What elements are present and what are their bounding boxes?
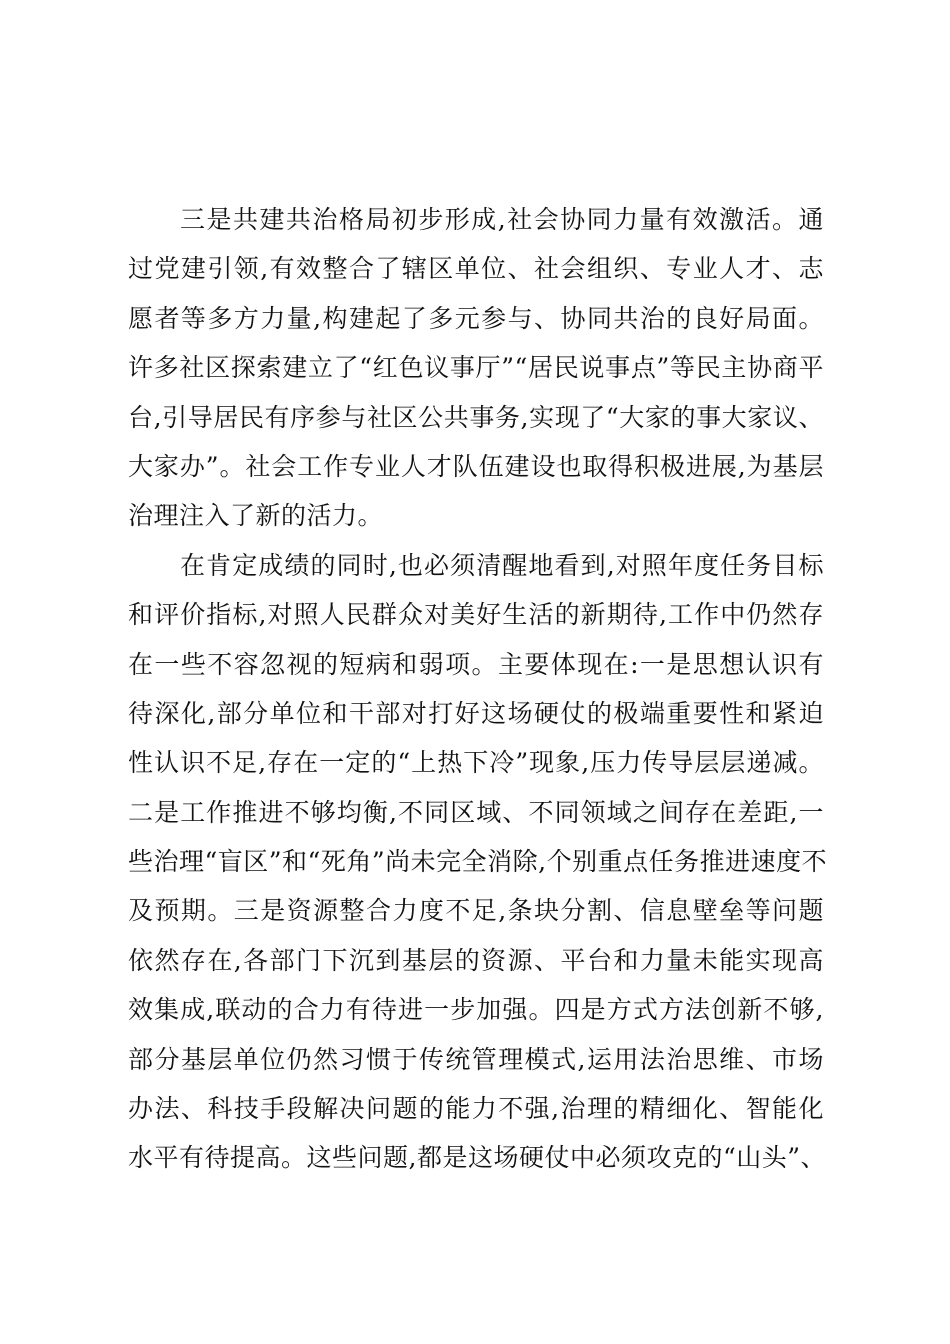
body-text [128,195,828,1183]
paragraph-2-line-11: 部分基层单位仍然习惯于传统管理模式,运用法治思维、市场 [128,1044,824,1074]
paragraph-1-line-1: 三是共建共治格局初步形成,社会协同力量有效激活。通 [180,205,824,234]
paragraph-1-line-5: 台,引导居民有序参与社区公共事务,实现了“大家的事大家议、 [128,402,824,432]
paragraph-2-line-10: 效集成,联动的合力有待进一步加强。四是方式方法创新不够, [128,995,824,1025]
paragraph-2-line-6: 二是工作推进不够均衡,不同区域、不同领域之间存在差距,一 [128,797,824,827]
paragraph-2-line-13: 水平有待提高。这些问题,都是这场硬仗中必须攻克的“山头”、 [128,1143,827,1173]
paragraph-2-line-12: 办法、科技手段解决问题的能力不强,治理的精细化、智能化 [128,1094,824,1124]
paragraph-2-line-9: 依然存在,各部门下沉到基层的资源、平台和力量未能实现高 [128,945,824,975]
paragraph-1-line-4: 许多社区探索建立了“红色议事厅”“居民说事点”等民主协商平 [128,353,824,383]
paragraph-1-line-6: 大家办”。社会工作专业人才队伍建设也取得积极进展,为基层 [128,451,824,481]
paragraph-1-line-7: 治理注入了新的活力。 [128,501,384,531]
paragraph-2-line-8: 及预期。三是资源整合力度不足,条块分割、信息壁垒等问题 [128,896,824,926]
paragraph-2-line-7: 些治理“盲区”和“死角”尚未完全消除,个别重点任务推进速度不 [128,847,828,877]
paragraph-2-line-2: 和评价指标,对照人民群众对美好生活的新期待,工作中仍然存 [128,600,824,630]
paragraph-1-line-2: 过党建引领,有效整合了辖区单位、社会组织、专业人才、志 [128,254,824,284]
paragraph-1-line-3: 愿者等多方力量,构建起了多元参与、协同共治的良好局面。 [128,303,824,333]
paragraph-2-line-1: 在肯定成绩的同时,也必须清醒地看到,对照年度任务目标 [180,550,824,580]
paragraph-2-line-4: 待深化,部分单位和干部对打好这场硬仗的极端重要性和紧迫 [128,698,824,728]
paragraph-2-line-5: 性认识不足,存在一定的“上热下冷”现象,压力传导层层递减。 [128,748,824,778]
paragraph-2-line-3: 在一些不容忽视的短病和弱项。主要体现在:一是思想认识有 [128,649,824,679]
